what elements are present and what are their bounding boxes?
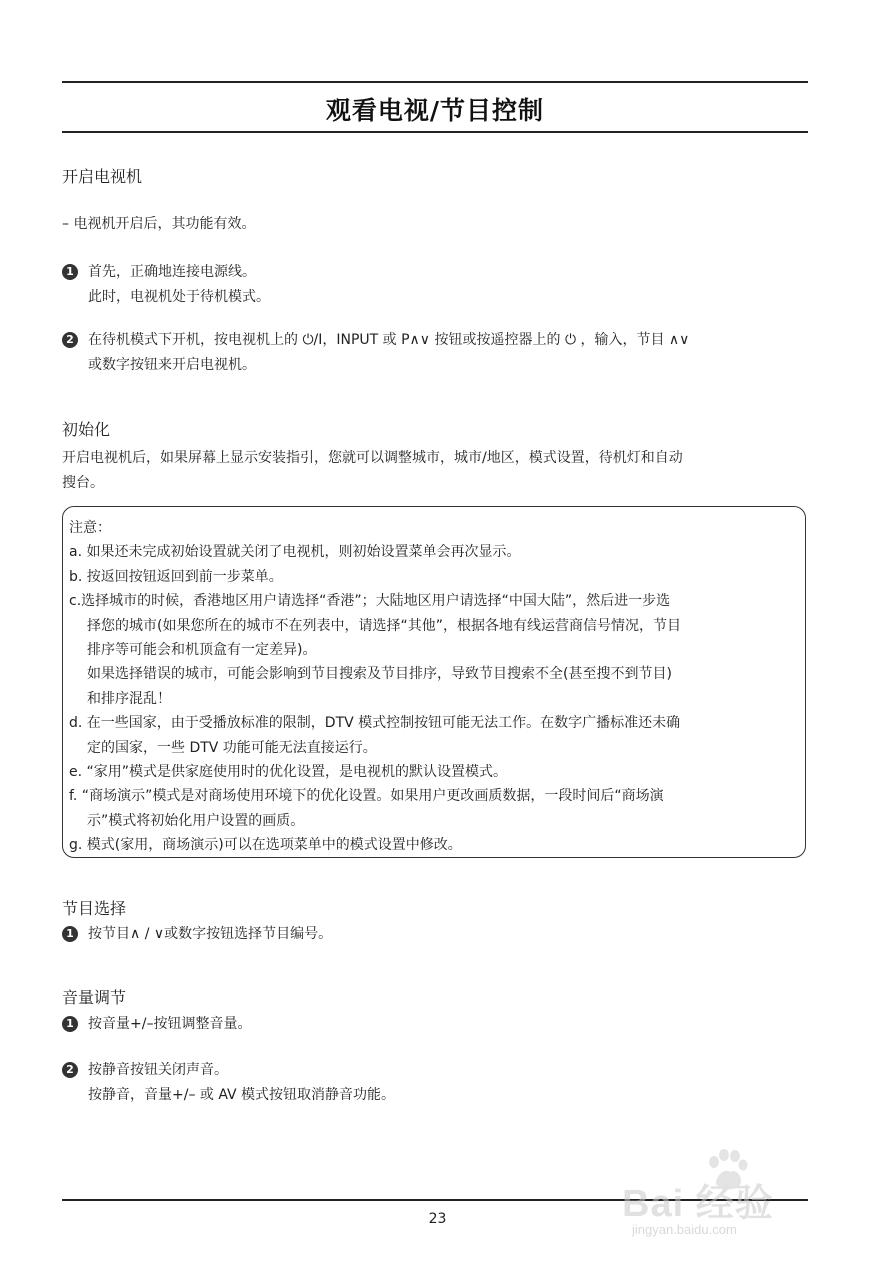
note-line: 如果选择错误的城市，可能会影响到节目搜索及节目排序，导致节目搜索不全(甚至搜不到节目) [87, 666, 672, 683]
note-line: 示”模式将初始化用户设置的画质。 [87, 812, 305, 829]
page-number: 23 [428, 1211, 447, 1227]
note-title: 注意： [69, 520, 111, 536]
note-line: 定的国家，一些 DTV 功能可能无法直接运行。 [87, 739, 377, 756]
baidu-watermark [622, 1148, 822, 1243]
note-line: e. “家用”模式是供家庭使用时的优化设置，是电视机的默认设置模式。 [69, 764, 508, 781]
note-line: b. 按返回按钮返回到前一步菜单。 [69, 568, 283, 585]
volume-step-1 [62, 1012, 251, 1037]
power-on-step-2 [62, 328, 689, 378]
step-text: 在待机模式下开机，按电视机上的 ⏻/I，INPUT 或 P∧∨ 按钮或按遥控器上的 ⏻ ，输入，节目 ∧∨ [88, 332, 690, 348]
step-text: 或数字按钮来开启电视机。 [88, 357, 256, 373]
program-step-1 [62, 922, 332, 947]
watermark-url: jingyan.baidu.com [632, 1222, 737, 1237]
note-line: d. 在一些国家，由于受播放标准的限制，DTV 模式控制按钮可能无法工作。在数字广播标准还未确 [69, 715, 681, 732]
watermark-logo-text: Bai 经验 [622, 1183, 774, 1225]
init-paragraph [62, 446, 683, 496]
init-text: 搜台。 [62, 475, 104, 491]
step-number-badge: 1 [62, 264, 78, 280]
section-heading-power-on: 开启电视机 [62, 167, 143, 186]
step-text: 按静音按钮关闭声音。 [88, 1062, 228, 1078]
step-number-badge: 2 [62, 1062, 78, 1078]
title-underline [62, 131, 808, 133]
section-heading-program: 节目选择 [62, 899, 127, 918]
section-heading-init: 初始化 [62, 420, 111, 439]
note-line: g. 模式(家用，商场演示)可以在选项菜单中的模式设置中修改。 [69, 837, 462, 854]
note-line: f. “商场演示”模式是对商场使用环境下的优化设置。如果用户更改画质数据，一段时间后“商场演 [69, 788, 664, 805]
step-number-badge: 1 [62, 1016, 78, 1032]
power-on-step-1 [62, 260, 270, 310]
init-text: 开启电视机后，如果屏幕上显示安装指引，您就可以调整城市，城市/地区，模式设置，待机灯和自动 [62, 450, 683, 466]
step-number-badge: 2 [62, 332, 78, 348]
step-text: 按静音，音量+/– 或 AV 模式按钮取消静音功能。 [88, 1087, 396, 1103]
power-on-intro: – 电视机开启后，其功能有效。 [62, 216, 256, 232]
volume-step-2 [62, 1058, 395, 1108]
section-heading-volume: 音量调节 [62, 988, 127, 1007]
page-title: 观看电视/节目控制 [325, 96, 545, 125]
note-line: 择您的城市(如果您所在的城市不在列表中，请选择“其他”，根据各地有线运营商信号情况，节目 [87, 617, 681, 634]
step-text: 首先，正确地连接电源线。 [88, 264, 256, 280]
note-line: a. 如果还未完成初始设置就关闭了电视机，则初始设置菜单会再次显示。 [69, 544, 521, 561]
step-text: 按节目∧ / ∨或数字按钮选择节目编号。 [88, 926, 333, 942]
note-box [62, 506, 806, 858]
step-text: 按音量+/–按钮调整音量。 [88, 1016, 252, 1032]
top-rule [62, 81, 808, 83]
note-line: 和排序混乱！ [87, 690, 171, 707]
step-text: 此时，电视机处于待机模式。 [88, 289, 270, 305]
note-line: 排序等可能会和机顶盒有一定差异)。 [87, 642, 317, 659]
note-line: c.选择城市的时候，香港地区用户请选择“香港”；大陆地区用户请选择“中国大陆”，然后进一步选 [69, 593, 671, 610]
step-number-badge: 1 [62, 926, 78, 942]
